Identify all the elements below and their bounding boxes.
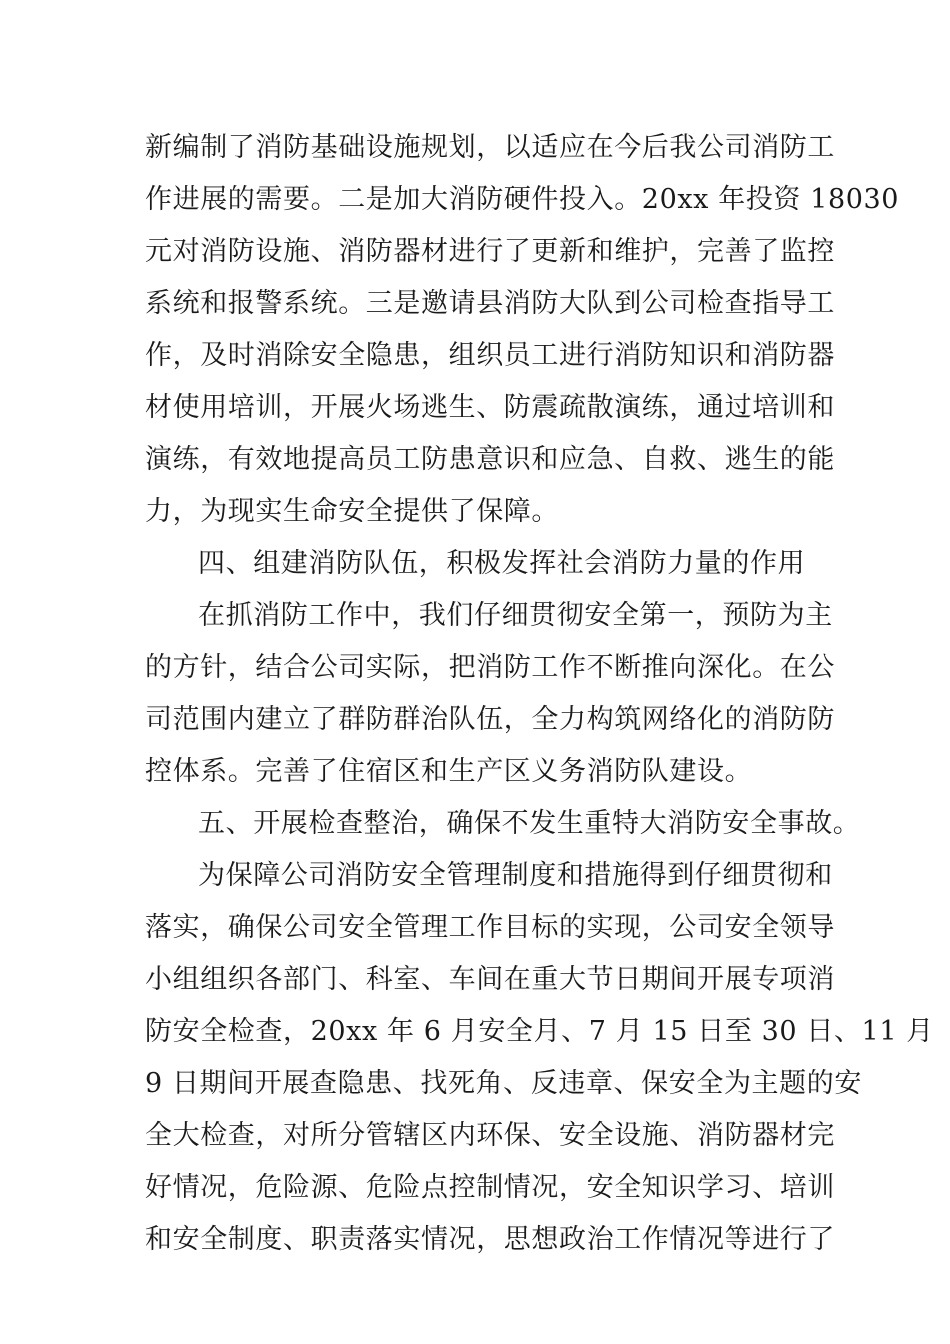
text-line: 司范围内建立了群防群治队伍，全力构筑网络化的消防防 (145, 704, 835, 735)
text-line: 9 日期间开展查隐患、找死角、反违章、保安全为主题的安 (145, 1068, 862, 1099)
text-line: 落实，确保公司安全管理工作目标的实现，公司安全领导 (145, 912, 835, 943)
text-line: 元对消防设施、消防器材进行了更新和维护，完善了监控 (145, 236, 835, 267)
text-line: 材使用培训，开展火场逃生、防震疏散演练，通过培训和 (145, 392, 835, 423)
text-line: 控体系。完善了住宿区和生产区义务消防队建设。 (145, 756, 753, 787)
text-line: 作进展的需要。二是加大消防硬件投入。20xx 年投资 18030 (145, 184, 900, 215)
text-line: 防安全检查，20xx 年 6 月安全月、7 月 15 日至 30 日、11 月 (145, 1016, 934, 1047)
text-line: 全大检查，对所分管辖区内环保、安全设施、消防器材完 (145, 1120, 835, 1151)
text-line: 力，为现实生命安全提供了保障。 (145, 496, 559, 527)
text-line: 为保障公司消防安全管理制度和措施得到仔细贯彻和 (198, 860, 833, 891)
text-line: 的方针，结合公司实际，把消防工作不断推向深化。在公 (145, 652, 835, 683)
text-line: 和安全制度、职责落实情况，思想政治工作情况等进行了 (145, 1224, 835, 1255)
text-line: 新编制了消防基础设施规划，以适应在今后我公司消防工 (145, 132, 835, 163)
text-line: 系统和报警系统。三是邀请县消防大队到公司检查指导工 (145, 288, 835, 319)
text-line: 演练，有效地提高员工防患意识和应急、自救、逃生的能 (145, 444, 835, 475)
text-line: 好情况，危险源、危险点控制情况，安全知识学习、培训 (145, 1172, 835, 1203)
section-heading: 五、开展检查整治，确保不发生重特大消防安全事故。 (198, 808, 861, 839)
section-heading: 四、组建消防队伍，积极发挥社会消防力量的作用 (198, 548, 806, 579)
text-line: 在抓消防工作中，我们仔细贯彻安全第一，预防为主 (198, 600, 833, 631)
text-line: 作，及时消除安全隐患，组织员工进行消防知识和消防器 (145, 340, 835, 371)
text-line: 小组组织各部门、科室、车间在重大节日期间开展专项消 (145, 964, 835, 995)
